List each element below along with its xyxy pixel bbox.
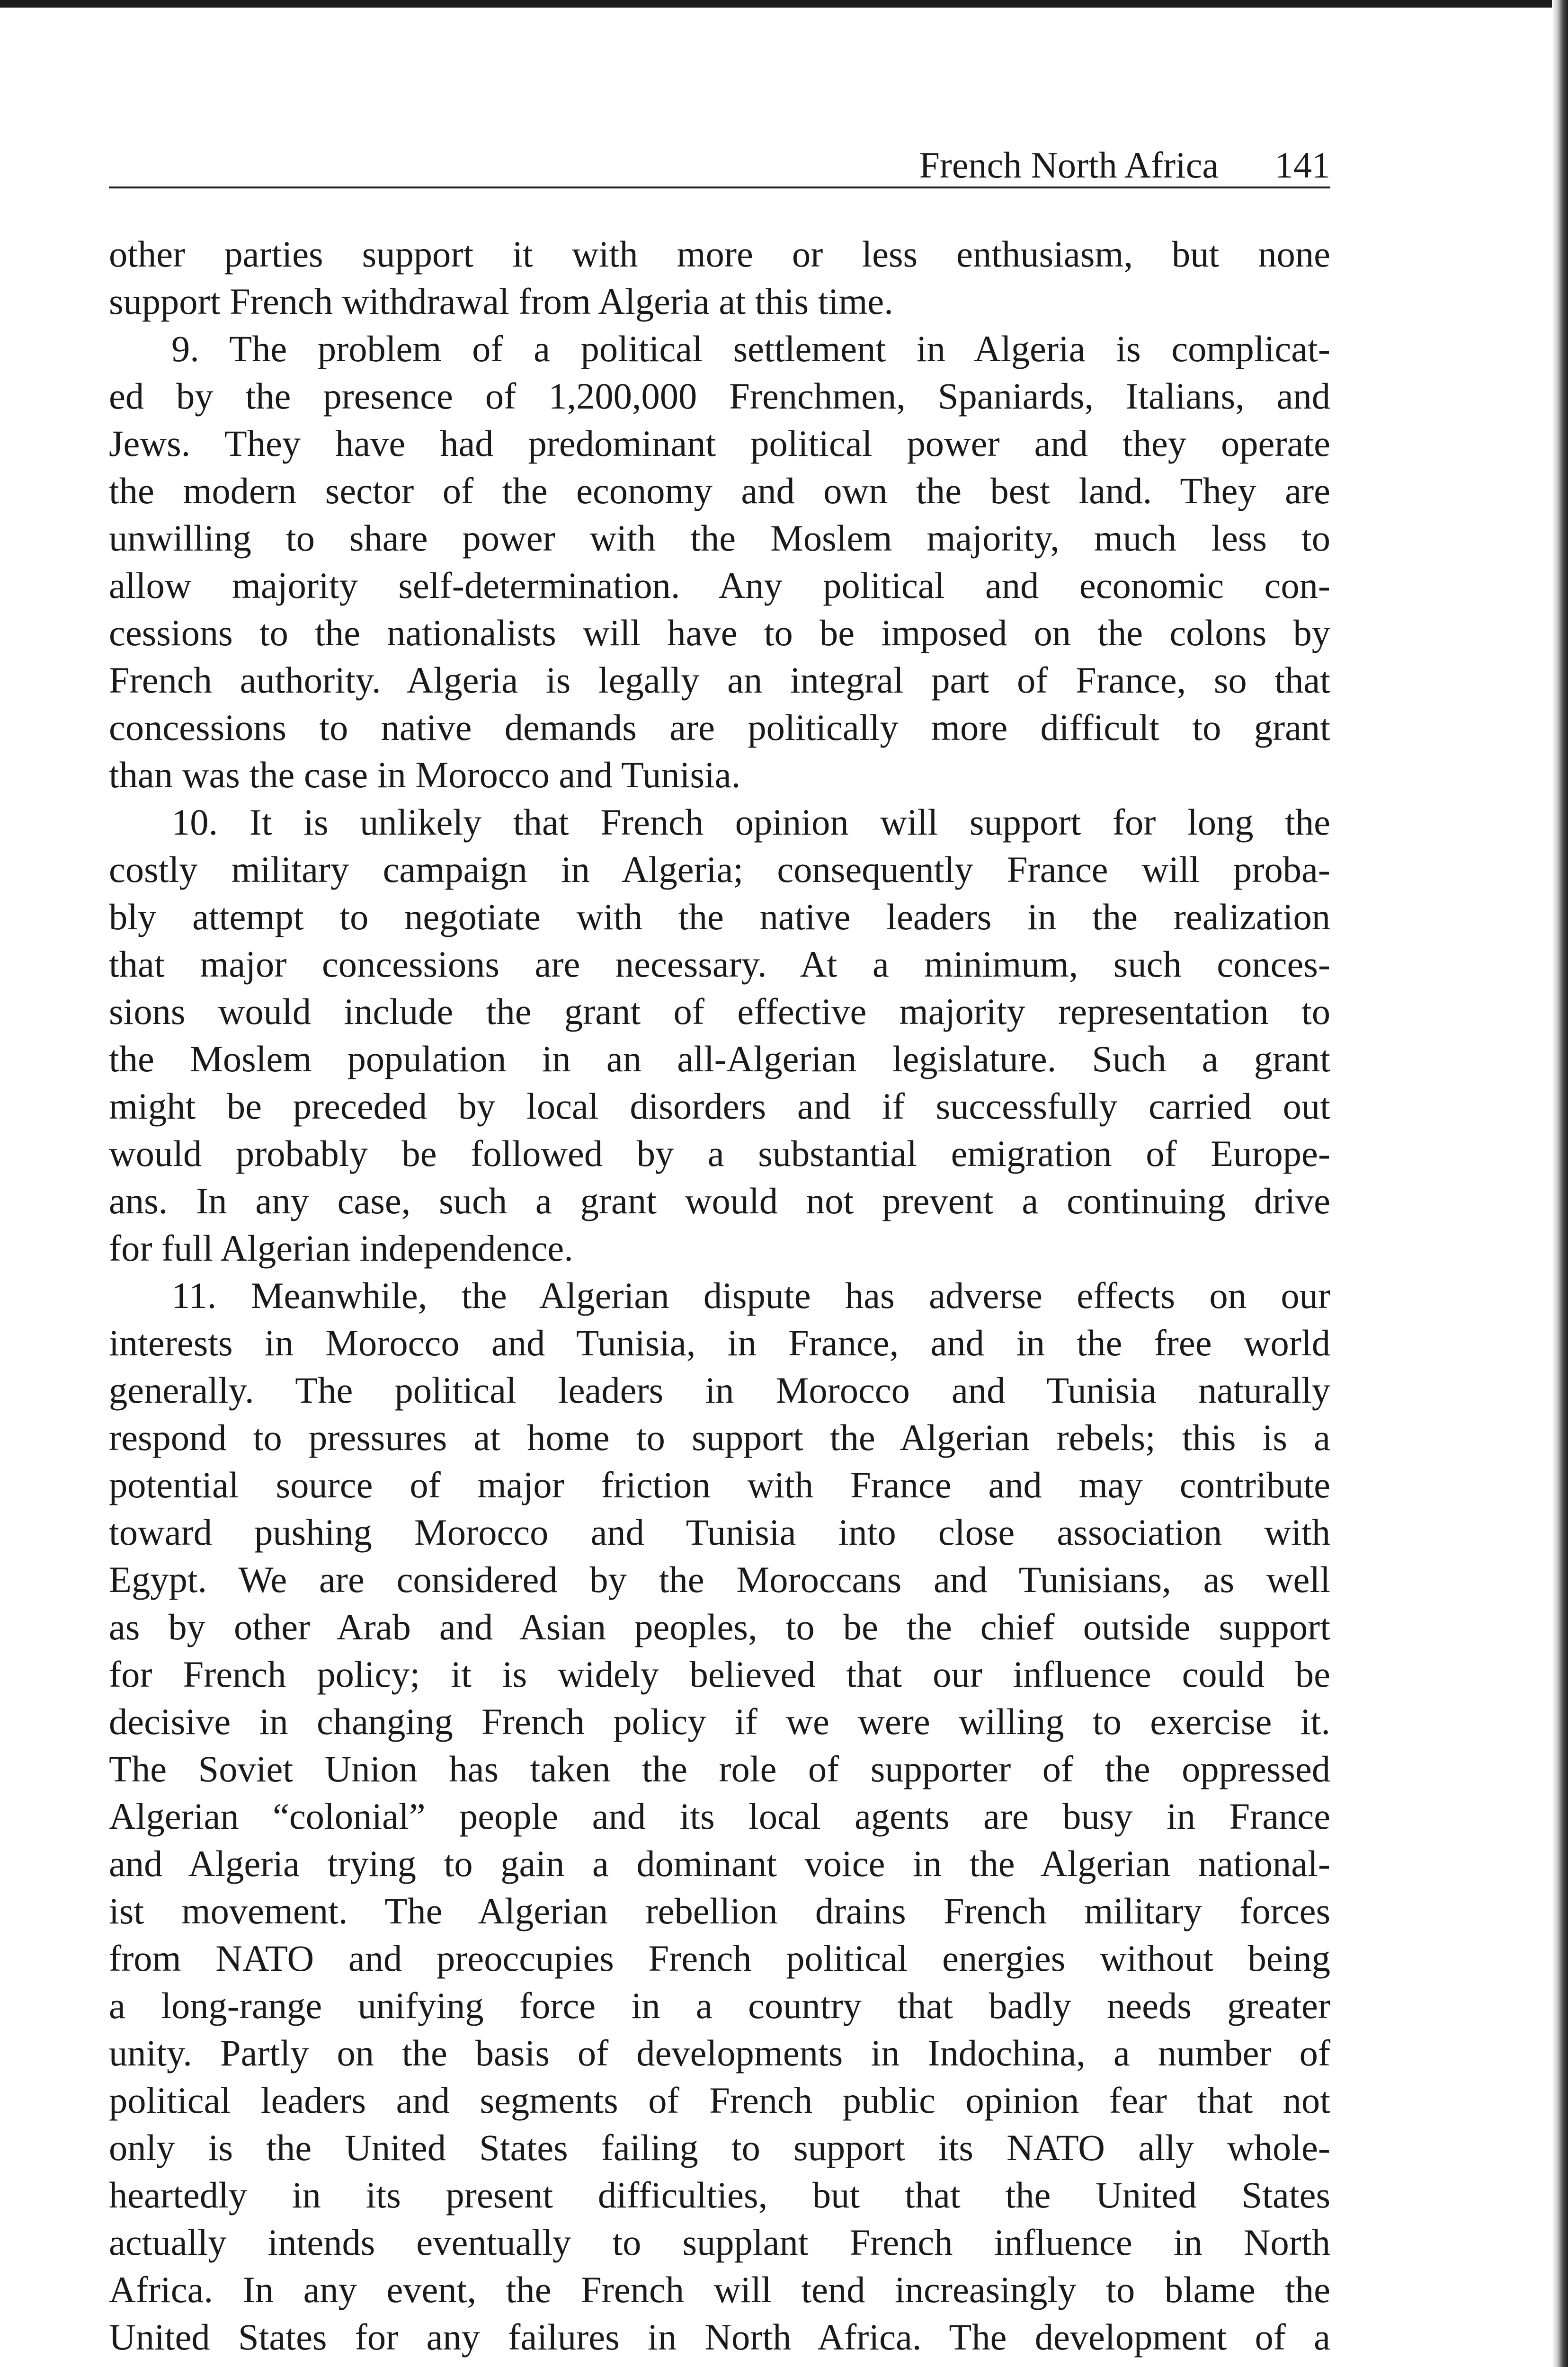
- text-line: French authority. Algeria is legally an integral part of France, so that: [109, 659, 1330, 701]
- text-line: other parties support it with more or less enthusiasm, but none: [109, 233, 1330, 275]
- text-line: might be preceded by local disorders and if successfully carried out: [109, 1086, 1330, 1127]
- text-line: heartedly in its present difficulties, but that the United States: [109, 2174, 1330, 2216]
- page-spine-shadow: [1552, 0, 1568, 2367]
- paragraph-9-start: 9. The problem of a political settlement in Algeria is complicat-: [171, 328, 1330, 369]
- text-line: support French withdrawal from Algeria at this time.: [109, 281, 893, 322]
- text-line: concessions to native demands are politically more difficult to grant: [109, 707, 1330, 748]
- text-line: costly military campaign in Algeria; consequently France will proba-: [109, 849, 1330, 890]
- text-line: only is the United States failing to support its NATO ally whole-: [109, 2127, 1330, 2168]
- text-line: for French policy; it is widely believed that our influence could be: [109, 1654, 1330, 1695]
- text-line: United States for any failures in North Africa. The development of a: [109, 2316, 1330, 2358]
- text-line: that major concessions are necessary. At a minimum, such conces-: [109, 943, 1330, 985]
- text-line: generally. The political leaders in Morocco and Tunisia naturally: [109, 1370, 1330, 1411]
- text-line: decisive in changing French policy if we were willing to exercise it.: [109, 1701, 1330, 1742]
- paragraph-10-start: 10. It is unlikely that French opinion will support for long the: [171, 801, 1330, 843]
- text-line: Africa. In any event, the French will tend increasingly to blame the: [109, 2269, 1330, 2310]
- running-title: French North Africa: [919, 144, 1219, 186]
- text-line: ans. In any case, such a grant would not prevent a continuing drive: [109, 1180, 1330, 1221]
- text-line: interests in Morocco and Tunisia, in France, and in the free world: [109, 1322, 1330, 1363]
- text-line: actually intends eventually to supplant French influence in North: [109, 2222, 1330, 2263]
- text-line: potential source of major friction with France and may contribute: [109, 1464, 1330, 1505]
- text-line: for full Algerian independence.: [109, 1228, 573, 1269]
- text-line: Jews. They have had predominant political power and they operate: [109, 423, 1330, 464]
- text-line: a long-range unifying force in a country that badly needs greater: [109, 1985, 1330, 2026]
- text-line: bly attempt to negotiate with the native leaders in the realization: [109, 896, 1330, 937]
- text-line: the modern sector of the economy and own the best land. They are: [109, 470, 1330, 511]
- page-top-edge: [0, 0, 1568, 8]
- text-line: the Moslem population in an all-Algerian legislature. Such a grant: [109, 1038, 1330, 1079]
- text-line: sions would include the grant of effective majority representation to: [109, 991, 1330, 1032]
- text-line: would probably be followed by a substantial emigration of Europe-: [109, 1133, 1330, 1174]
- text-line: and Algeria trying to gain a dominant voice in the Algerian national-: [109, 1843, 1330, 1884]
- text-line: political leaders and segments of French public opinion fear that not: [109, 2080, 1330, 2121]
- text-line: The Soviet Union has taken the role of supporter of the oppressed: [109, 1748, 1330, 1789]
- paragraph-11-start: 11. Meanwhile, the Algerian dispute has adverse effects on our: [171, 1275, 1330, 1316]
- running-header: [109, 137, 1330, 188]
- text-line: ed by the presence of 1,200,000 Frenchmen, Spaniards, Italians, and: [109, 375, 1330, 417]
- text-line: unity. Partly on the basis of developments in Indochina, a number of: [109, 2032, 1330, 2073]
- text-line: allow majority self-determination. Any political and economic con-: [109, 565, 1330, 606]
- text-line: as by other Arab and Asian peoples, to be the chief outside support: [109, 1606, 1330, 1647]
- text-line: Egypt. We are considered by the Moroccans and Tunisians, as well: [109, 1559, 1330, 1600]
- text-line: cessions to the nationalists will have to be imposed on the colons by: [109, 612, 1330, 653]
- text-line: than was the case in Morocco and Tunisia.: [109, 754, 741, 795]
- text-line: from NATO and preoccupies French political energies without being: [109, 1938, 1330, 1979]
- text-line: Algerian “colonial” people and its local agents are busy in France: [109, 1796, 1330, 1837]
- page-number: 141: [1275, 144, 1330, 186]
- text-line: respond to pressures at home to support the Algerian rebels; this is a: [109, 1417, 1330, 1458]
- text-line: ist movement. The Algerian rebellion drains French military forces: [109, 1890, 1330, 1931]
- body-text: [109, 231, 1330, 2361]
- text-line: toward pushing Morocco and Tunisia into close association with: [109, 1512, 1330, 1553]
- text-line: unwilling to share power with the Moslem majority, much less to: [109, 517, 1330, 559]
